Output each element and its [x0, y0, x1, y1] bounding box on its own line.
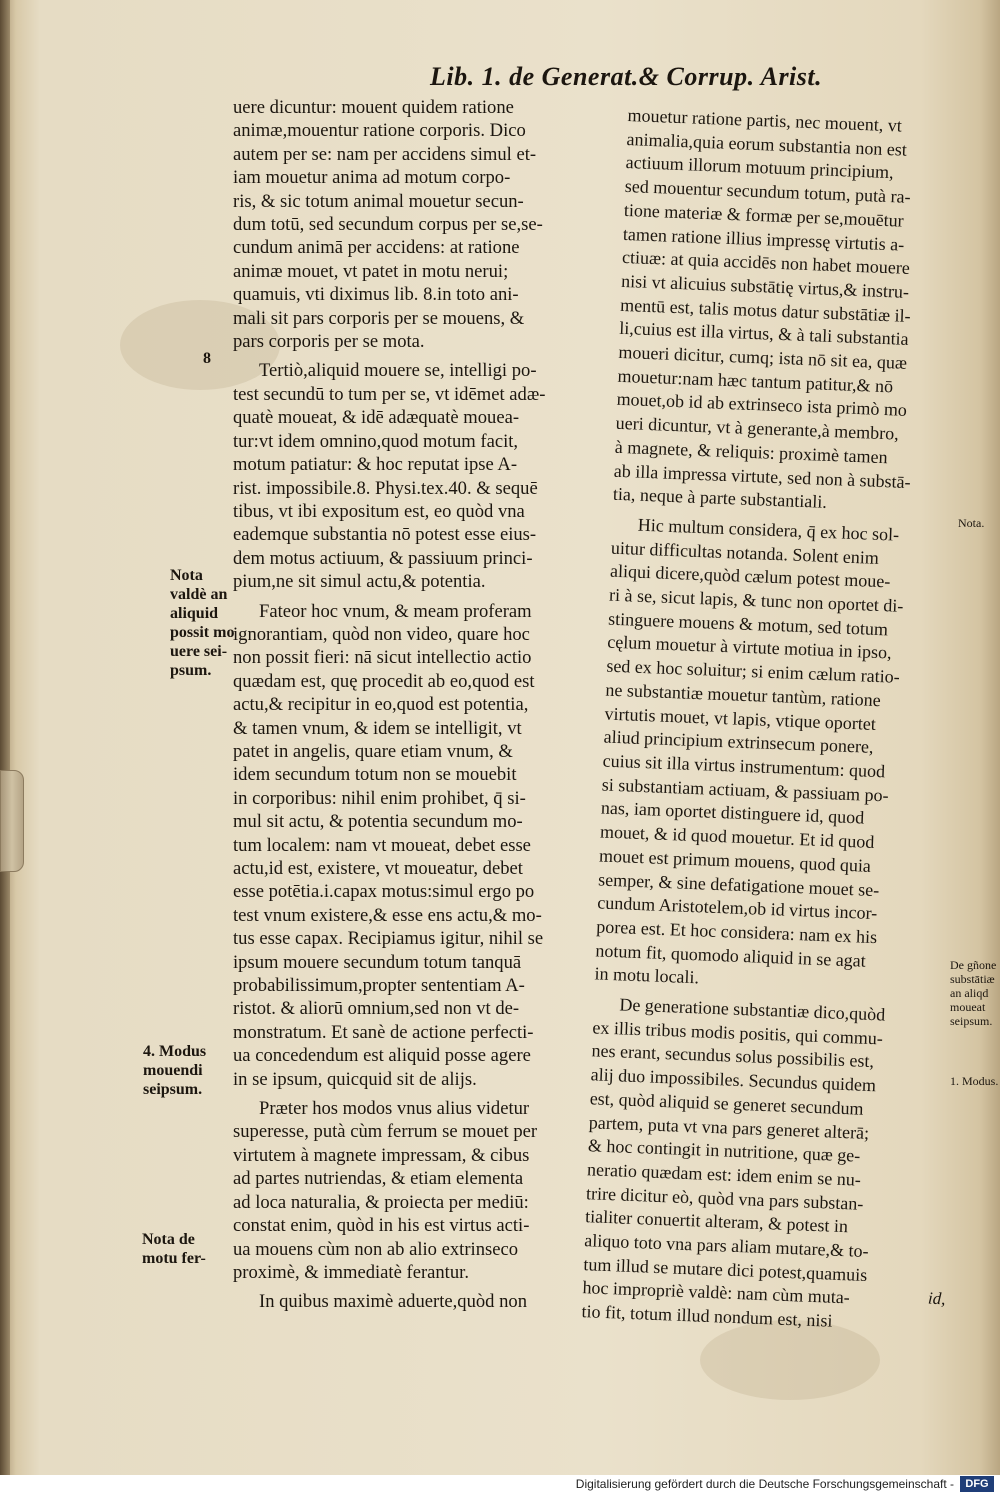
text-line: eademque substantia nō potest esse eius-	[233, 524, 537, 546]
text-line: nes erant, secundus solus possibilis est,	[591, 1040, 875, 1072]
text-line: ua mouens cùm non ab alio extrinseco	[233, 1238, 519, 1260]
text-line: patet in angelis, quare etiam vnum, &	[233, 740, 513, 762]
text-line: si substantiam actiuam, & passiuam po-	[601, 774, 890, 806]
text-line: superesse, putà cùm ferrum se mouet per	[233, 1121, 538, 1143]
text-line: tum localem: nam vt moueat, debet esse	[233, 834, 531, 856]
text-line: probabilissimum,propter sententiam A-	[233, 975, 525, 997]
text-line: ri à se, sicut lapis, & tunc non oportet di-	[608, 584, 904, 616]
text-line: pars corporis per se mota.	[233, 331, 425, 353]
text-line: test vnum existere,& esse ens actu,& mo-	[233, 904, 542, 926]
text-line: ristot. & aliorū omnium,sed non vt de-	[233, 998, 520, 1020]
text-line: tione materiæ & formæ per se,mouētur	[623, 199, 905, 231]
text-line: tum illud se mutare dici potest,quamuis	[583, 1253, 868, 1285]
text-line: tus esse capax. Recipiamus igitur, nihil se	[233, 928, 544, 950]
text-line: partem, puta vt vna pars generet alterā;	[588, 1111, 870, 1143]
text-line: notum fit, quomodo aliquid in se agat	[595, 939, 867, 971]
text-line: idem secundum totum non se mouebit	[233, 764, 517, 786]
text-line: mouet est primum mouens, quod quia	[598, 845, 872, 876]
text-line: in se ipsum, quicquid sit de alijs.	[233, 1068, 477, 1090]
text-line: hoc impropriè valdè: nam cùm muta-	[582, 1277, 851, 1308]
text-line: semper, & sine defatigatione mouet se-	[597, 868, 880, 900]
right-text-column	[581, 104, 960, 1337]
text-line: tialiter conuertit alteram, & potest in	[584, 1206, 849, 1237]
text-line: & hoc contingit in nutritione, quæ ge-	[587, 1135, 861, 1166]
text-line: dem motus actiuum, & passiuum princi-	[233, 547, 533, 569]
text-line: quædam est, quę procedit ab eo,quod est	[233, 670, 535, 692]
text-line: Fateor hoc vnum, & meam proferam	[259, 600, 532, 622]
text-line: virtutis mouet, vt lapis, vtique oportet	[604, 703, 877, 734]
text-line: In quibus maximè aduerte,quòd non	[259, 1291, 528, 1313]
text-line: virtutem à magnete impressam, & cibus	[233, 1144, 530, 1166]
text-line: ignorantiam, quòd non video, quare hoc	[233, 623, 530, 645]
text-line: ctiuæ: at quia accidēs non habet mouere	[621, 247, 911, 279]
text-line: mouet, & id quod mouetur. Et id quod	[599, 821, 875, 853]
text-line: dum totū, sed secundum corpus per se,se-	[233, 214, 543, 236]
text-line: ua concedendum est aliquid posse agere	[233, 1045, 531, 1067]
text-line: autem per se: nam per accidens simul et-	[233, 143, 537, 165]
text-line: tio fit, totum illud nondum est, nisi	[581, 1301, 833, 1331]
text-line: De generatione substantiæ dico,quòd	[619, 994, 886, 1025]
text-line: uitur difficultas notanda. Solent enim	[610, 537, 880, 568]
text-line: ipsum mouere secundum totum tanquā	[233, 951, 522, 973]
text-line: actiuum illorum motuum principium,	[625, 152, 894, 183]
text-line: motum patiatur: & hoc reputat ipse A-	[233, 454, 518, 476]
text-line: Præter hos modos vnus alius videtur	[259, 1098, 530, 1120]
text-line: alij duo impossibiles. Secundus quidem	[590, 1064, 877, 1096]
text-line: li,cuius est illa virtus, & à tali substantia	[619, 318, 910, 350]
text-line: ris, & sic totum animal mouetur secun-	[233, 190, 524, 212]
margin-note-right-1: Nota.	[958, 516, 985, 530]
margin-note-left-3: Nota de motu fer-	[142, 1231, 206, 1267]
text-line: tia, neque à parte substantiali.	[612, 483, 828, 513]
text-line: uere dicuntur: mouent quidem ratione	[233, 97, 514, 118]
text-line: proximè, & immediatè ferantur.	[233, 1261, 469, 1283]
text-line: tamen ratione illius impressę virtutis a-	[622, 223, 905, 255]
text-line: & tamen vnum, & idem se intelligit, vt	[233, 717, 522, 739]
text-line: mouetur ratione partis, nec mouent, vt	[627, 104, 903, 136]
text-line: nisi vt alicuius substātię virtus,& instru-	[620, 270, 910, 302]
text-line: ad loca naturalia, & proiecta per mediū:	[233, 1191, 529, 1213]
text-line: tur:vt idem omnino,quod motum facit,	[233, 430, 519, 452]
text-line: cundum Aristotelem,ob id virtus incor-	[596, 892, 878, 924]
text-line: ex illis tribus modis positis, qui commu-	[592, 1017, 884, 1049]
text-line: stinguere mouens & motum, sed totum	[607, 608, 889, 640]
dfg-logo-icon: DFG	[960, 1476, 994, 1492]
text-line: cęlum mouetur à virtute motiua in ipso,	[606, 632, 892, 663]
text-line: iam mouetur anima ad motum corpo-	[233, 167, 511, 189]
book-gutter	[0, 0, 10, 1475]
text-line: test secundū to tum per se, vt idēmet adæ-	[233, 383, 546, 405]
text-line: mouetur:nam hæc tantum patitur,& nō	[617, 365, 894, 397]
margin-note-right-3: 1. Modus.	[950, 1074, 999, 1088]
digitization-footer	[0, 1475, 1000, 1495]
text-line: in corporibus: nihil enim prohibet, q̄ si-	[233, 787, 526, 809]
running-title: Lib. 1. de Generat.& Corrup. Arist.	[430, 62, 823, 91]
margin-note-right-2: De gñone substātiæ an aliqd moueat seipsum.	[950, 958, 997, 1028]
text-line: ad partes nutriendas, & etiam elementa	[233, 1168, 524, 1190]
margin-note-left-2: 4. Modus mouendi seipsum.	[143, 1043, 207, 1098]
text-line: animalia,quia eorum substantia non est	[626, 128, 908, 160]
text-line: constat enim, quòd in his est virtus acti-	[233, 1215, 530, 1237]
text-line: monstratum. Et sanè de actione perfecti-	[233, 1021, 534, 1043]
text-line: animæ mouet, vt patet in motu nerui;	[233, 260, 509, 282]
text-line: actu,id est, existere, vt moueatur, debet	[233, 858, 523, 879]
text-line: Hic multum considera, q̄ ex hoc sol-	[637, 514, 900, 545]
catchword: id,	[927, 1288, 946, 1309]
text-line: est, quòd aliquid se generet secundum	[589, 1088, 864, 1119]
text-line: mul sit actu, & potentia secundum mo-	[233, 811, 523, 833]
text-line: porea est. Et hoc considera: nam ex his	[596, 916, 878, 948]
text-line: neratio quædam est: idem enim se nu-	[586, 1159, 862, 1190]
text-line: quamuis, vti diximus lib. 8.in toto ani-	[233, 284, 519, 306]
text-line: quatè moueat, & idē adæquatè mouea-	[233, 407, 520, 429]
text-line: à magnete, & reliquis: proximè tamen	[614, 436, 888, 468]
text-line: aliqui dicere,quòd cælum potest moue-	[609, 561, 891, 592]
text-line: tibus, vt ibi expositum est, eo quòd vna	[233, 500, 525, 522]
text-line: trire dicitur eò, quòd vna pars substan-	[585, 1182, 864, 1214]
text-line: nas, iam oportet distinguere id, quod	[600, 797, 865, 828]
text-line: non possit fieri: nā sicut intellectio actio	[233, 647, 532, 669]
text-line: ueri dicuntur, vt à generante,à membro,	[615, 412, 900, 444]
funding-credit: Digitalisierung gefördert durch die Deutsche Forschungsgemeinschaft -	[575, 1477, 954, 1491]
text-line: pium,ne sit simul actu,& potentia.	[233, 571, 486, 593]
text-line: actu,& recipitur in eo,quod est potentia,	[233, 694, 529, 716]
text-line: mentū est, talis motus datur substātiæ il-	[619, 294, 911, 326]
text-line: mouet,ob id ab extrinseco ista primò mo	[616, 389, 908, 421]
text-line: in motu locali.	[594, 963, 700, 988]
text-line: esse potētia.i.capax motus:simul ergo po	[233, 881, 535, 903]
text-line: mali sit pars corporis per se mouens, &	[233, 307, 525, 329]
text-line: sed ex hoc soluitur; si enim cælum ratio-	[606, 655, 901, 688]
text-line: cundum animā per accidens: at ratione	[233, 237, 520, 259]
text-line: ne substantiæ mouetur tantùm, ratione	[605, 679, 882, 711]
text-line: sed mouentur secundum totum, putà ra-	[624, 176, 911, 208]
margin-note-left-1: Nota valdè an aliquid possit mo uere sei- psum.	[170, 567, 235, 679]
text-line: animæ,mouentur ratione corporis. Dico	[233, 120, 526, 142]
text-line: cuius sit illa virtus instrumentum: quod	[602, 750, 886, 782]
paragraph-number: 8	[203, 350, 211, 367]
text-line: rist. impossibile.8. Physi.tex.40. & sequē	[233, 477, 538, 499]
left-text-column	[233, 96, 605, 1314]
text-line: moueri dicitur, cumq; ista nō sit ea, quæ	[618, 341, 908, 373]
book-clasp	[0, 770, 24, 872]
text-line: Tertiò,aliquid mouere se, intelligi po-	[259, 360, 537, 382]
text-line: aliquo toto vna pars aliam mutare,& to-	[583, 1230, 869, 1262]
text-line: aliud principium extrinsecum ponere,	[603, 726, 874, 758]
text-line: ab illa impressa virtute, sed non à substā-	[613, 460, 912, 492]
